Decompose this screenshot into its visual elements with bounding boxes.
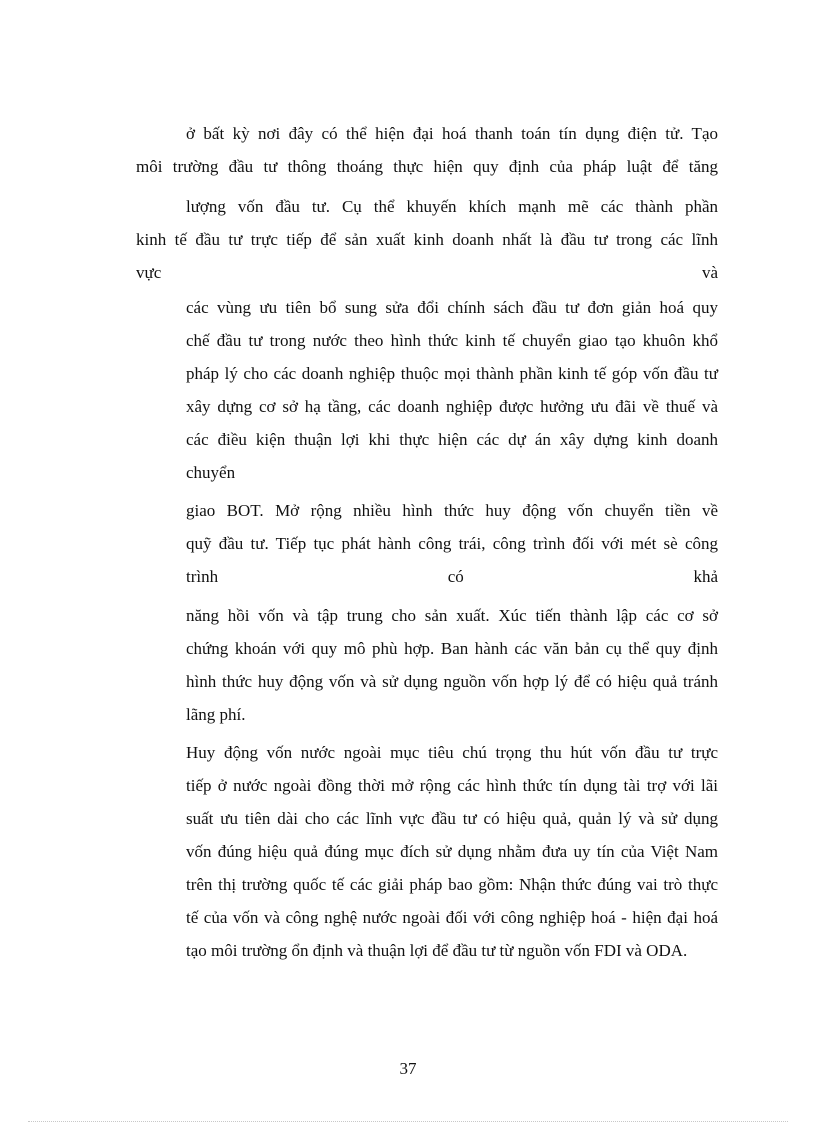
text-line: chứng khoán với quy mô phù hợp. Ban hành các văn bản cụ thể quy định [186,639,718,658]
text-line: suất ưu tiên dài cho các lĩnh vực đầu tư có hiệu quả, quản lý và sử dụng [186,809,718,828]
text-line: các điều kiện thuận lợi khi thực hiện các dự án xây dựng kinh doanh [186,430,718,449]
text-line: vực và [136,263,718,282]
text-line: lãng phí. [186,705,246,724]
text-line: hình thức huy động vốn và sử dụng nguồn vốn hợp lý để có hiệu quả tránh [186,672,718,691]
text-line: môi trường đầu tư thông thoáng thực hiện quy định của pháp luật để tăng [136,157,718,176]
page-number: 37 [399,1059,417,1078]
text-line: giao BOT. Mở rộng nhiều hình thức huy động vốn chuyển tiền về [186,501,718,520]
text-line: ở bất kỳ nơi đây có thể hiện đại hoá thanh toán tín dụng điện tử. Tạo [186,124,718,143]
text-line: Huy động vốn nước ngoài mục tiêu chú trọng thu hút vốn đầu tư trực [186,743,718,762]
text-line: vốn đúng hiệu quả đúng mục đích sử dụng nhằm đưa uy tín của Việt Nam [186,842,718,861]
text-line: quỹ đầu tư. Tiếp tục phát hành công trái, công trình đối với mét sè công [186,534,718,553]
text-line: tiếp ở nước ngoài đồng thời mở rộng các hình thức tín dụng tài trợ với lãi [186,776,718,795]
text-line: lượng vốn đầu tư. Cụ thể khuyến khích mạnh mẽ các thành phần [186,197,718,216]
text-line: pháp lý cho các doanh nghiệp thuộc mọi thành phần kinh tế góp vốn đầu tư [186,364,718,383]
text-line: tế của vốn và công nghệ nước ngoài đối với công nghiệp hoá - hiện đại hoá [186,908,718,927]
text-line: xây dựng cơ sở hạ tầng, các doanh nghiệp được hưởng ưu đãi về thuế và [186,397,718,416]
page-border [28,1121,788,1122]
text-line: chuyển [186,463,236,482]
text-line: các vùng ưu tiên bổ sung sửa đổi chính sách đầu tư đơn giản hoá quy [186,298,718,317]
text-line: kinh tế đầu tư trực tiếp để sản xuất kinh doanh nhất là đầu tư trong các lĩnh [136,230,718,249]
text-line: năng hồi vốn và tập trung cho sản xuất. Xúc tiến thành lập các cơ sở [186,606,718,625]
text-line: chế đầu tư trong nước theo hình thức kinh tế chuyển giao tạo khuôn khổ [186,331,718,350]
text-line: trình có khả [186,567,718,586]
text-line: trên thị trường quốc tế các giải pháp bao gồm: Nhận thức đúng vai trò thực [186,875,718,894]
text-line: tạo môi trường ổn định và thuận lợi để đầu tư từ nguồn vốn FDI và ODA. [186,941,688,960]
